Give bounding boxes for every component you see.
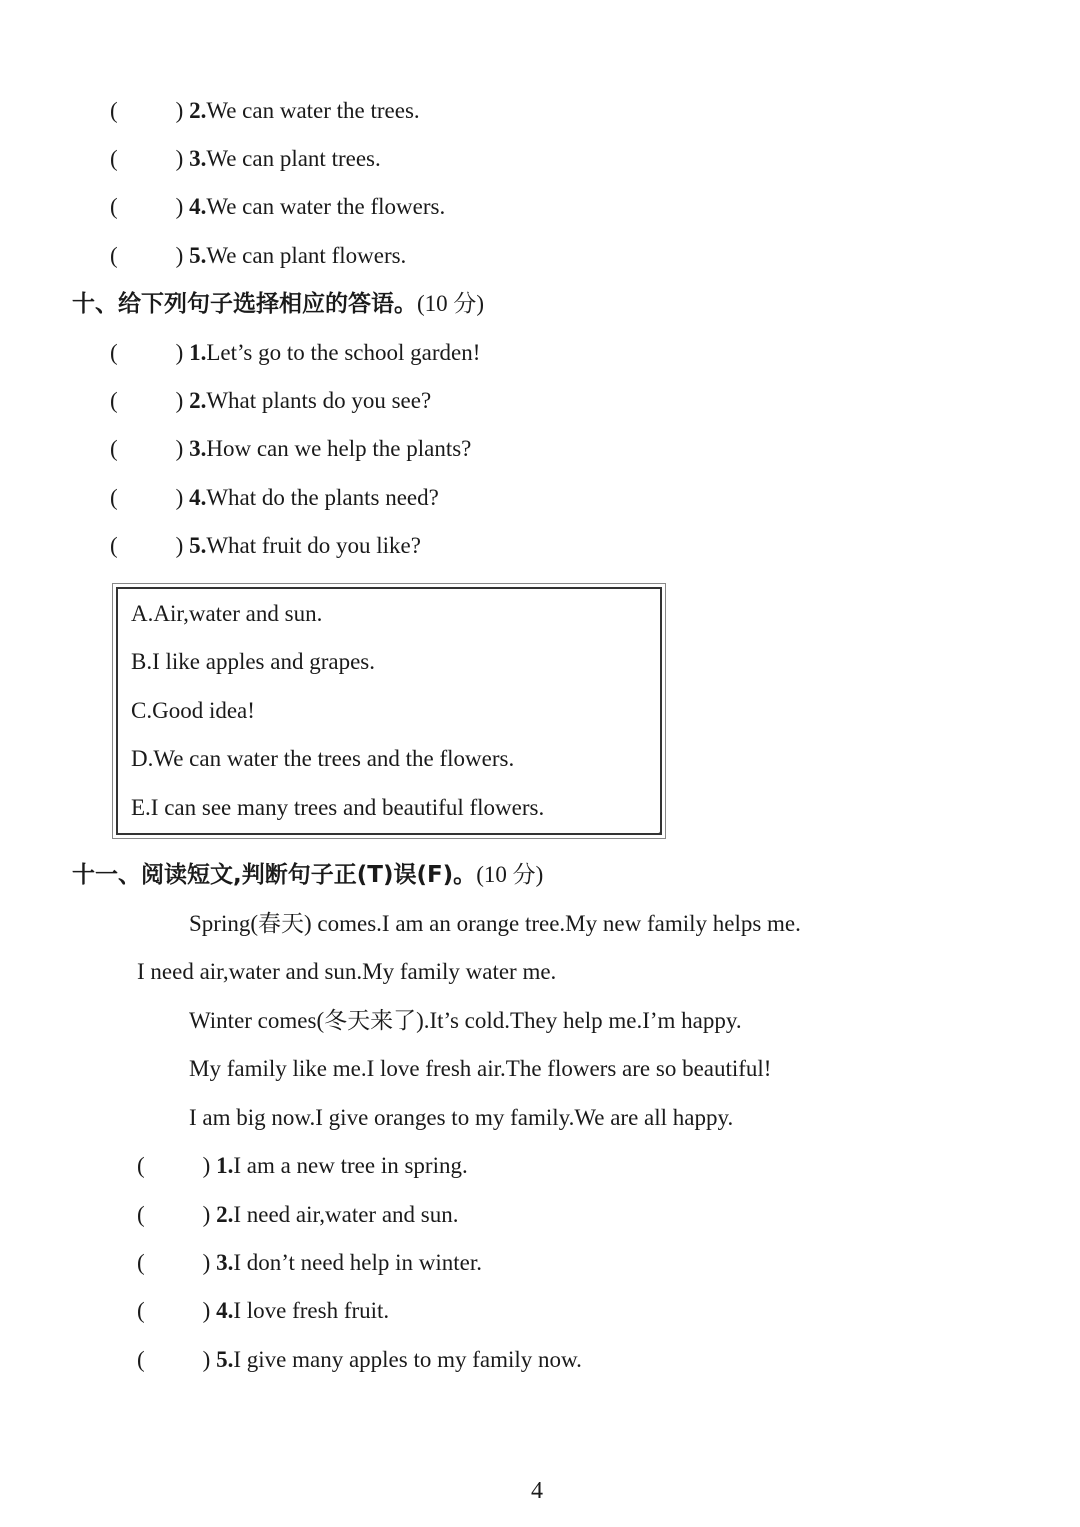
option-b: B.I like apples and grapes. [131, 649, 375, 674]
answer-blank-close: ) [175, 243, 184, 268]
answer-blank-close: ) [175, 388, 184, 413]
score-label: (10 分) [417, 291, 485, 316]
passage-line: My family like me.I love fresh air.The flowers are so beautiful! [189, 1056, 772, 1081]
answer-blank-close: ) [175, 533, 184, 558]
section11-item [137, 1296, 389, 1326]
answer-blank-open[interactable]: ( [110, 533, 118, 558]
answer-blank-open[interactable]: ( [110, 340, 118, 365]
answer-blank-close: ) [175, 436, 184, 461]
item-number: 3. [189, 436, 207, 461]
answer-blank-open[interactable]: ( [137, 1347, 145, 1372]
item-number: 2. [189, 388, 207, 413]
passage-line: I am big now.I give oranges to my family.We are all happy. [189, 1105, 734, 1130]
item-number: 3. [189, 146, 207, 171]
answer-blank-open[interactable]: ( [110, 146, 118, 171]
section10-item [110, 386, 431, 416]
answer-blank-open[interactable]: ( [110, 98, 118, 123]
answer-blank-open[interactable]: ( [110, 194, 118, 219]
section9-item [110, 96, 420, 126]
option-c: C.Good idea! [131, 698, 255, 723]
section10-item [110, 434, 471, 464]
item-number: 4. [216, 1298, 234, 1323]
item-text: We can water the trees. [206, 98, 420, 123]
section10-item [110, 483, 439, 513]
option-a: A.Air,water and sun. [131, 601, 323, 626]
section10-heading [72, 289, 484, 319]
section9-item [110, 241, 406, 271]
answer-blank-open[interactable]: ( [137, 1250, 145, 1275]
section11-item [137, 1248, 482, 1278]
answer-blank-close: ) [202, 1250, 211, 1275]
option-e: E.I can see many trees and beautiful flowers. [131, 795, 545, 820]
answer-blank-open[interactable]: ( [110, 388, 118, 413]
item-number: 4. [189, 485, 207, 510]
page-number: 4 [531, 1478, 543, 1504]
section10-item [110, 338, 480, 368]
section11-item [137, 1345, 582, 1375]
answer-blank-open[interactable]: ( [137, 1202, 145, 1227]
item-number: 2. [216, 1202, 234, 1227]
item-text: I love fresh fruit. [233, 1298, 390, 1323]
heading-text: 十一、阅读短文,判断句子正(T)误(F)。 [72, 862, 477, 888]
section11-item [137, 1151, 468, 1181]
answer-blank-open[interactable]: ( [137, 1298, 145, 1323]
answer-blank-close: ) [175, 146, 184, 171]
passage-line: Winter comes(冬天来了).It’s cold.They help me.I’m happy. [189, 1008, 742, 1033]
section9-item [110, 144, 381, 174]
item-text: How can we help the plants? [206, 436, 472, 461]
heading-text: 十、给下列句子选择相应的答语。 [72, 291, 417, 317]
item-text: I give many apples to my family now. [233, 1347, 582, 1372]
item-text: What fruit do you like? [206, 533, 421, 558]
score-label: (10 分) [476, 862, 544, 887]
answer-blank-close: ) [175, 194, 184, 219]
item-text: We can plant flowers. [206, 243, 407, 268]
answer-blank-open[interactable]: ( [137, 1153, 145, 1178]
answer-blank-open[interactable]: ( [110, 243, 118, 268]
item-number: 4. [189, 194, 207, 219]
item-text: We can plant trees. [206, 146, 381, 171]
item-text: I don’t need help in winter. [233, 1250, 483, 1275]
section11-heading [72, 860, 543, 890]
answer-blank-open[interactable]: ( [110, 485, 118, 510]
section11-item [137, 1200, 459, 1230]
answer-blank-close: ) [202, 1298, 211, 1323]
section9-item [110, 192, 445, 222]
answer-blank-close: ) [175, 340, 184, 365]
option-d: D.We can water the trees and the flowers. [131, 746, 515, 771]
passage-line: I need air,water and sun.My family water me. [137, 959, 557, 984]
answer-blank-close: ) [175, 485, 184, 510]
item-text: What plants do you see? [206, 388, 432, 413]
item-number: 1. [189, 340, 207, 365]
item-text: I need air,water and sun. [233, 1202, 459, 1227]
item-text: We can water the flowers. [206, 194, 446, 219]
item-number: 5. [189, 533, 207, 558]
section10-item [110, 531, 421, 561]
passage-line: Spring(春天) comes.I am an orange tree.My new family helps me. [189, 911, 801, 936]
item-number: 5. [189, 243, 207, 268]
answer-blank-close: ) [202, 1202, 211, 1227]
item-number: 2. [189, 98, 207, 123]
answer-blank-close: ) [202, 1153, 211, 1178]
answer-blank-close: ) [175, 98, 184, 123]
answer-blank-close: ) [202, 1347, 211, 1372]
item-number: 1. [216, 1153, 234, 1178]
item-number: 5. [216, 1347, 234, 1372]
item-text: What do the plants need? [206, 485, 439, 510]
answer-blank-open[interactable]: ( [110, 436, 118, 461]
item-number: 3. [216, 1250, 234, 1275]
item-text: Let’s go to the school garden! [206, 340, 481, 365]
item-text: I am a new tree in spring. [233, 1153, 468, 1178]
